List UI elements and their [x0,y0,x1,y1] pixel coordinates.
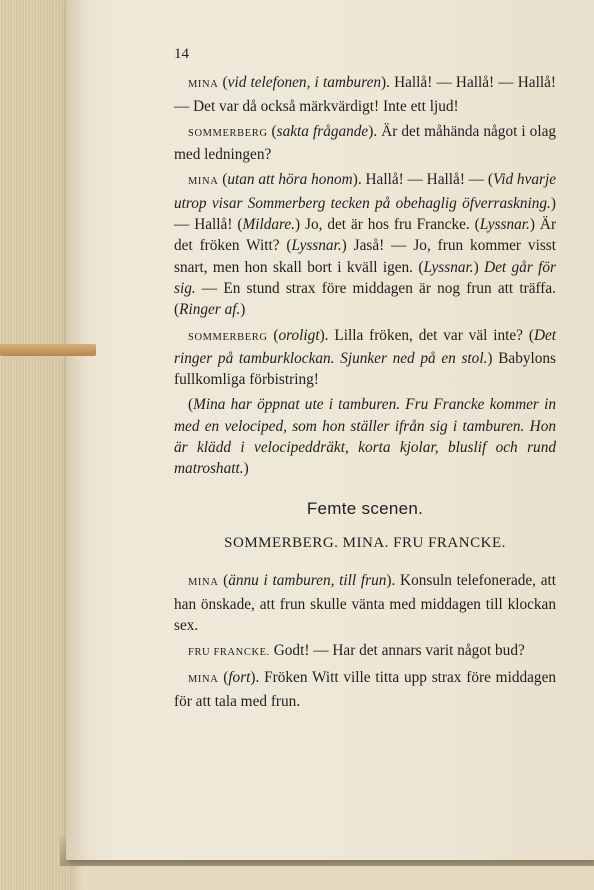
line: — Hallå! [174,216,233,234]
stage-note: Det ringer på tamburklockan. Sjunker ned på en stol. [174,326,557,367]
stage-note: sakta frågande [276,122,369,140]
line: Babylons fullkomliga förbistring! [174,349,557,389]
scene-title: Femte scenen. [306,498,424,518]
speaker: SOMMERBERG [188,331,268,343]
stage-direction-text: Mina har öppnat ute i tamburen. Fru Francke kommer in med en velociped, som hon ställer ifrån sig i tamburen. Hon är klädd i velocipeddräkt, korta kjolar, bluslif och rund matroshatt. [174,396,556,478]
stage-note: Ringer af. [179,301,241,319]
stage-note: Lyssnar. [423,258,474,276]
stage-note: utan att höra honom [227,171,353,189]
speaker: FRU FRANCKE. [188,647,270,659]
bookmark-ribbon [0,344,96,356]
speaker: MINA [188,674,219,686]
line: Konsuln telefonerade, att han önskade, att frun skulle vänta med middagen till klockan sex. [174,572,557,634]
speaker: MINA [188,176,219,188]
dialogue-mina-3: MINA (ännu i tamburen, till frun). Konsuln telefonerade, att han önskade, att frun skulle vänta med middagen till klockan sex. [174,572,557,634]
line: Är det fröken Witt? [174,216,557,255]
stage-direction: (Mina har öppnat ute i tamburen. Fru Francke kommer in med en velociped, som hon ställer ifrån sig i tamburen. Hon är klädd i velocipeddräkt, korta kjolar, bluslif och rund matroshatt.) [174,396,556,478]
line: Jo, det är hos fru Francke. [305,216,470,234]
line: Är det måhända något i olag med ledningen? [174,122,557,164]
line: Lilla fröken, det var väl inte? [334,326,523,344]
stage-note: vid telefonen, i tamburen [227,74,382,92]
page-text [174,44,556,716]
page-edges [0,0,70,890]
stage-note: Lyssnar. [291,237,342,255]
speaker: MINA [188,577,219,589]
dialogue-sommerberg-2: SOMMERBERG (oroligt). Lilla fröken, det var väl inte? (Det ringer på tamburklockan. Sjunker ned på en stol.) Babylons fullkomliga förbistring! [174,326,557,389]
dialogue-mina-2: MINA (utan att höra honom). Hallå! — Hallå! — (Vid hvarje utrop visar Sommerberg tecken på obehaglig öfverraskning.) — Hallå! (Mildare.) Jo, det är hos fru Francke. (Lyssnar.) Är det fröken Witt? (Lyssnar.) Jaså! — Jo, frun kommer visst snart, men hon skall bort i kväll igen. (Lyssnar.) Det går för sig. — En stund strax före middagen är nog frun att träffa. (Ringer af.) [174,171,557,319]
stage-note: Mildare. [242,216,295,234]
speaker: SOMMERBERG [188,127,268,139]
line: Hallå! — Hallå! — [365,171,485,189]
dialogue-fru-francke [174,640,556,663]
stage-note: ännu i tamburen, till frun [228,572,387,590]
stage-note: Det går för sig. [174,258,556,297]
cast-list: SOMMERBERG. MINA. FRU FRANCKE. [224,534,506,551]
page-number: 14 [174,46,189,62]
stage-note: fort [228,669,251,687]
dialogue-sommerberg-1: SOMMERBERG (sakta frågande). Är det måhända något i olag med ledningen? [174,122,557,164]
dialogue-mina-4: MINA (fort). Fröken Witt ville titta upp strax före middagen för att tala med frun. [174,669,557,710]
line: Godt! — Har det annars varit något bud? [273,642,525,660]
speaker: MINA [188,79,219,91]
line: Hallå! — Hallå! — Hallå! — Det var då också märkvärdigt! Inte ett ljud! [174,74,556,115]
line: Jaså! — Jo, frun kommer visst snart, men hon skall bort i kväll igen. [174,237,556,276]
stage-note: Vid hvarje utrop visar Sommerberg tecken på obehaglig öfverraskning. [174,171,557,212]
dialogue-mina-1: MINA (vid telefonen, i tamburen). Hallå! — Hallå! — Hallå! — Det var då också märkvärdigt! Inte ett ljud! [174,74,556,115]
stage-note: oroligt [278,326,320,344]
stage-note: Lyssnar. [479,216,530,234]
line: — En stund strax före middagen är nog frun att träffa. [201,279,557,297]
line: Fröken Witt ville titta upp strax före middagen för att tala med frun. [174,669,557,710]
